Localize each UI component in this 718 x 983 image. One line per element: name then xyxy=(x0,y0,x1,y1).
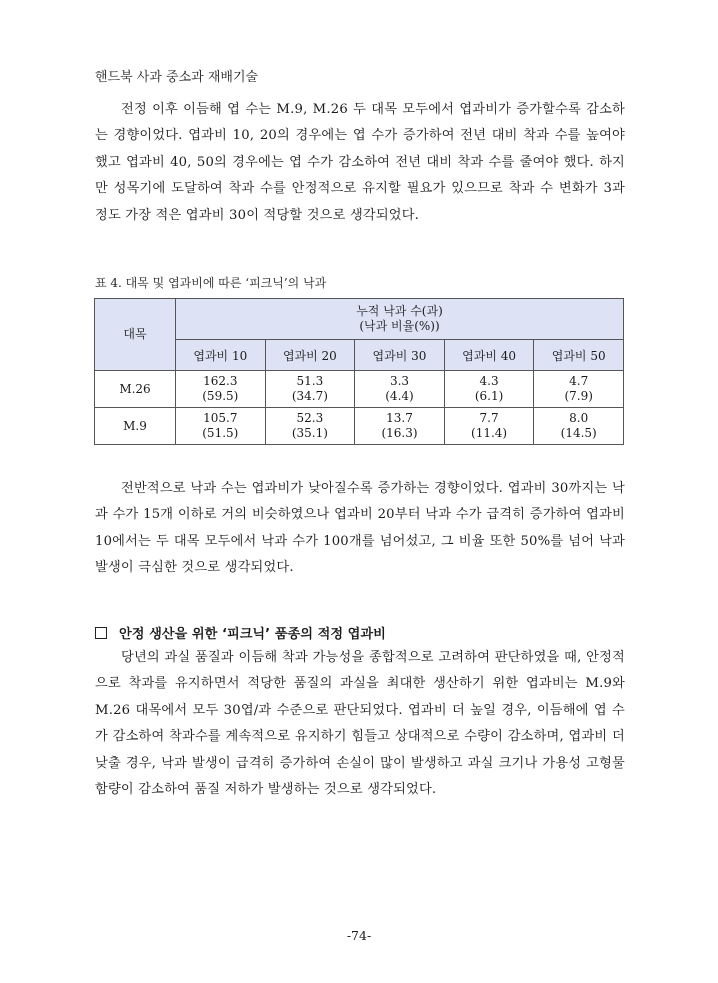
table-row xyxy=(95,371,624,408)
drop-count: 105.7 xyxy=(203,411,238,425)
drop-count: 7.7 xyxy=(479,411,499,425)
drop-count: 52.3 xyxy=(296,411,324,425)
rootstock-cell: M.26 xyxy=(95,371,176,408)
checkbox-square-icon xyxy=(95,627,107,639)
body-paragraph-3: 당년의 과실 품질과 이듬해 착과 가능성을 종합적으로 고려하여 판단하였을 때, 안정적으로 착과를 유지하면서 적당한 품질의 과실을 최대한 생산하기 위한 엽과비는 M.9와 M.26 대목에서 모두 30엽/과 수준으로 판단되었다. 엽과비 더 높일 경우, 이듬해에 엽 수가 감소하여 착과수를 계속적으로 유지하기 힘들고 상대적으로 수량이 감소하며, 엽과비 더 낮출 경우, 낙과 발생이 급격히 증가하여 손실이 많이 발생하고 과실 크기나 가용성 고형물 함량이 감소하여 품질 저하가 발생하는 것으로 생각되었다. xyxy=(95,650,625,798)
table-cell xyxy=(444,371,534,408)
body-paragraph-1: 전정 이후 이듬해 엽 수는 M.9, M.26 두 대목 모두에서 엽과비가 증가할수록 감소하는 경향이었다. 엽과비 10, 20의 경우에는 엽 수가 증가하여 전년 대비 착과 수를 높여야 했고 엽과비 40, 50의 경우에는 엽 수가 감소하여 전년 대비 착과 수를 줄여야 했다. 하지만 성목기에 도달하여 착과 수를 안정적으로 유지할 필요가 있으므로 착과 수 변화가 3과 정도 가장 적은 엽과비 30이 적당할 것으로 생각되었다. xyxy=(95,102,625,223)
drop-count: 4.7 xyxy=(569,374,589,388)
drop-ratio: (4.4) xyxy=(385,389,414,403)
table-cell xyxy=(534,408,624,445)
rootstock-cell: M.9 xyxy=(95,408,176,445)
section-heading-text: 안정 생산을 위한 ‘피크닉’ 품종의 적정 엽과비 xyxy=(119,627,386,642)
table-cell xyxy=(176,371,266,408)
drop-ratio: (6.1) xyxy=(474,389,504,403)
fruit-drop-table xyxy=(94,298,624,445)
running-header: 핸드북 사과 중소과 재배기술 xyxy=(95,70,259,85)
drop-count: 51.3 xyxy=(296,374,324,388)
column-header: 엽과비 20 xyxy=(265,340,355,371)
table-cell xyxy=(534,371,624,408)
drop-ratio: (16.3) xyxy=(381,426,418,440)
table-cell xyxy=(444,408,534,445)
table-cell xyxy=(355,371,445,408)
table-cell xyxy=(176,408,266,445)
drop-ratio: (7.9) xyxy=(564,389,593,403)
drop-ratio: (34.7) xyxy=(291,389,328,403)
section-heading xyxy=(95,623,386,642)
table-cell xyxy=(265,371,355,408)
table-cell xyxy=(355,408,445,445)
drop-count: 3.3 xyxy=(389,374,410,388)
column-header: 엽과비 10 xyxy=(176,340,266,371)
column-header: 엽과비 40 xyxy=(444,340,534,371)
drop-ratio: (59.5) xyxy=(202,389,239,403)
drop-ratio: (51.5) xyxy=(202,426,239,440)
drop-count: 4.3 xyxy=(479,374,499,388)
drop-count: 13.7 xyxy=(386,411,413,425)
drop-count: 8.0 xyxy=(569,411,589,425)
table-caption: 표 4. 대목 및 엽과비에 따른 ‘피크닉’의 낙과 xyxy=(95,276,327,290)
drop-ratio: (35.1) xyxy=(291,426,328,440)
drop-count: 162.3 xyxy=(203,374,238,388)
table-row xyxy=(95,408,624,445)
table-cell xyxy=(265,408,355,445)
cumulative-drop-header xyxy=(176,299,624,340)
drop-ratio: (11.4) xyxy=(471,426,508,440)
column-header: 엽과비 50 xyxy=(534,340,624,371)
cumulative-drop-header-line2: (낙과 비율(%)) xyxy=(359,319,440,333)
page-number: -74- xyxy=(346,928,372,943)
body-paragraph-2: 전반적으로 낙과 수는 엽과비가 낮아질수록 증가하는 경향이었다. 엽과비 30까지는 낙과 수가 15개 이하로 거의 비슷하였으나 엽과비 20부터 낙과 수가 급격히 증가하여 엽과비 10에서는 두 대목 모두에서 낙과 수가 100개를 넘어섰고, 그 비율 또한 50%를 넘어 낙과 발생이 극심한 것으로 생각되었다. xyxy=(95,481,625,576)
column-header: 엽과비 30 xyxy=(355,340,445,371)
cumulative-drop-header-line1: 누적 낙과 수(과) xyxy=(356,304,443,318)
drop-ratio: (14.5) xyxy=(560,426,597,440)
rootstock-header: 대목 xyxy=(95,299,176,371)
